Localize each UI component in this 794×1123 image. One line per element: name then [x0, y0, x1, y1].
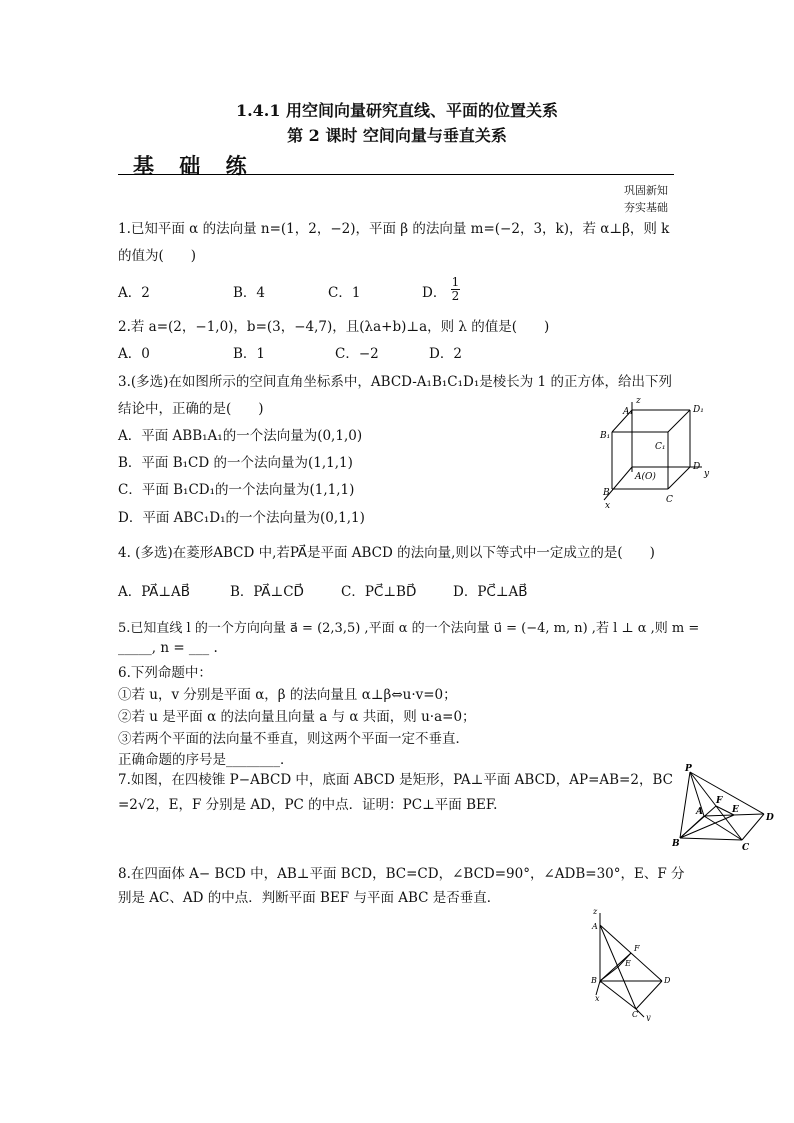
- q4-option-b: B．PA⃗⊥CD⃗: [230, 584, 304, 600]
- label-z: z: [593, 907, 598, 916]
- cube-figure: [590, 392, 720, 514]
- section-rule: [118, 174, 674, 175]
- label-b: B: [591, 976, 597, 985]
- q8-text-b: 别是 AC、AD 的中点．判断平面 BEF 与平面 ABC 是否垂直．: [118, 890, 501, 906]
- q1-frac-den: 2: [451, 289, 460, 303]
- edge-b-c: [680, 838, 742, 840]
- q3-text-a: 3.(多选)在如图所示的空间直角坐标系中，ABCD-A₁B₁C₁D₁是棱长为 1 的正方体，给出下列: [118, 374, 672, 390]
- title-line-1: 1.4.1 用空间向量研究直线、平面的位置关系: [235, 101, 559, 120]
- q1-option-b: B．4: [233, 285, 266, 301]
- q3-option-a: A．平面 ABB₁A₁的一个法向量为(0,1,0): [118, 428, 363, 444]
- q1-fraction: [451, 276, 461, 303]
- label-a-origin: A(O): [635, 472, 656, 482]
- edge-p-b: [680, 772, 690, 838]
- label-x: x: [595, 994, 600, 1003]
- section-heading: 基 础 练: [133, 153, 256, 178]
- q1-option-a: A．2: [118, 285, 150, 301]
- q1-text-b: 的值为( ): [118, 248, 197, 264]
- label-a: A: [592, 922, 598, 931]
- label-x: x: [605, 501, 611, 511]
- label-d: D: [664, 976, 671, 985]
- q4-options: [118, 580, 678, 600]
- q3-option-b: B．平面 B₁CD 的一个法向量为(1,1,1): [118, 455, 353, 471]
- q1-frac-num: 1: [451, 275, 460, 289]
- q2-text: 2.若 a=(2，−1,0)，b=(3，−4,7)，且(λa+b)⊥a，则 λ 的值是( ): [118, 319, 550, 335]
- edge-b-c: [600, 981, 636, 1009]
- q1-text-a: 1.已知平面 α 的法向量 n=(1，2，−2)，平面 β 的法向量 m=(−2，3，k)，若 α⊥β，则 k: [118, 221, 670, 237]
- q2-option-c: C．−2: [335, 346, 379, 362]
- q1-option-d-label: D．: [422, 285, 447, 301]
- label-d: D: [693, 462, 701, 472]
- label-y: y: [704, 469, 710, 479]
- q1-options: [118, 275, 678, 305]
- label-c1: C₁: [655, 442, 666, 452]
- q6-item-1: ①若 u，v 分别是平面 α，β 的法向量且 α⊥β⇔u·v=0；: [118, 687, 457, 703]
- label-c: C: [666, 495, 673, 505]
- label-e: E: [732, 805, 739, 815]
- label-e: E: [625, 959, 631, 968]
- q6-item-2: ②若 u 是平面 α 的法向量且向量 a 与 α 共面，则 u·a=0；: [118, 709, 476, 725]
- label-f: F: [716, 796, 723, 806]
- q6-item-3: ③若两个平面的法向量不垂直，则这两个平面一定不垂直．: [118, 731, 469, 747]
- q7-text-b: =2√2，E，F 分别是 AD，PC 的中点．证明：PC⊥平面 BEF.: [118, 797, 498, 813]
- label-b: B: [603, 488, 610, 498]
- label-p: P: [685, 764, 692, 774]
- q1-option-c: C．1: [328, 285, 361, 301]
- q5-text-b: _____, n = ___ .: [118, 640, 218, 656]
- seg-b-e: [600, 967, 618, 981]
- q3-option-d: D．平面 ABC₁D₁的一个法向量为(0,1,1): [118, 510, 365, 526]
- q7-text-a: 7.如图，在四棱锥 P−ABCD 中，底面 ABCD 是矩形，PA⊥平面 ABCD，AP=AB=2，BC: [118, 772, 673, 788]
- q8-text-a: 8.在四面体 A− BCD 中，AB⊥平面 BCD，BC=CD，∠BCD=90°，∠ADB=30°，E、F 分: [118, 866, 685, 882]
- label-f: F: [634, 944, 640, 953]
- q2-option-a: A．0: [118, 346, 150, 362]
- edge-c1-d1: [668, 410, 690, 432]
- q2-options: [118, 342, 678, 362]
- label-z: z: [636, 396, 641, 406]
- edge-c-d: [668, 467, 690, 489]
- edge-c-d: [636, 981, 662, 1009]
- q4-option-c: C．PC⃗⊥BD⃗: [341, 584, 417, 600]
- q2-option-d: D．2: [429, 346, 462, 362]
- tetrahedron-figure: [588, 903, 680, 1021]
- tag-line-1: 巩固新知: [624, 184, 668, 197]
- q5-text-a: 5.已知直线 l 的一个方向向量 a⃗ = (2,3,5) ,平面 α 的一个法向量 u⃗ = (−4, m, n) ,若 l ⊥ α ,则 m =: [118, 621, 700, 636]
- q2-option-b: B．1: [233, 346, 266, 362]
- q3-text-b: 结论中，正确的是( ): [118, 401, 264, 417]
- q4-text: 4. (多选)在菱形ABCD 中,若PA⃗是平面 ABCD 的法向量,则以下等式中一定成立的是( ): [118, 545, 655, 561]
- label-d1: D₁: [693, 405, 704, 415]
- title-line-2: 第 2 课时 空间向量与垂直关系: [287, 126, 507, 145]
- label-c: C: [742, 843, 750, 853]
- q1-option-d: [422, 275, 460, 303]
- pyramid-figure: [672, 762, 780, 854]
- label-b: B: [672, 839, 680, 849]
- label-a: A: [696, 807, 703, 817]
- label-y: y: [646, 1013, 651, 1021]
- edge-c-d: [742, 814, 764, 840]
- label-c: C: [632, 1010, 639, 1019]
- tag-line-2: 夯实基础: [624, 201, 668, 214]
- q6-text: 6.下列命题中：: [118, 665, 212, 681]
- q4-option-d: D．PC⃗⊥AB⃗: [453, 584, 528, 600]
- q3-option-c: C．平面 B₁CD₁的一个法向量为(1,1,1): [118, 482, 355, 498]
- label-a1: A₁: [623, 407, 634, 417]
- label-b1: B₁: [600, 431, 611, 441]
- q6-answer: 正确命题的序号是________．: [118, 752, 294, 768]
- label-d: D: [766, 813, 774, 823]
- q4-option-a: A．PA⃗⊥AB⃗: [118, 584, 191, 600]
